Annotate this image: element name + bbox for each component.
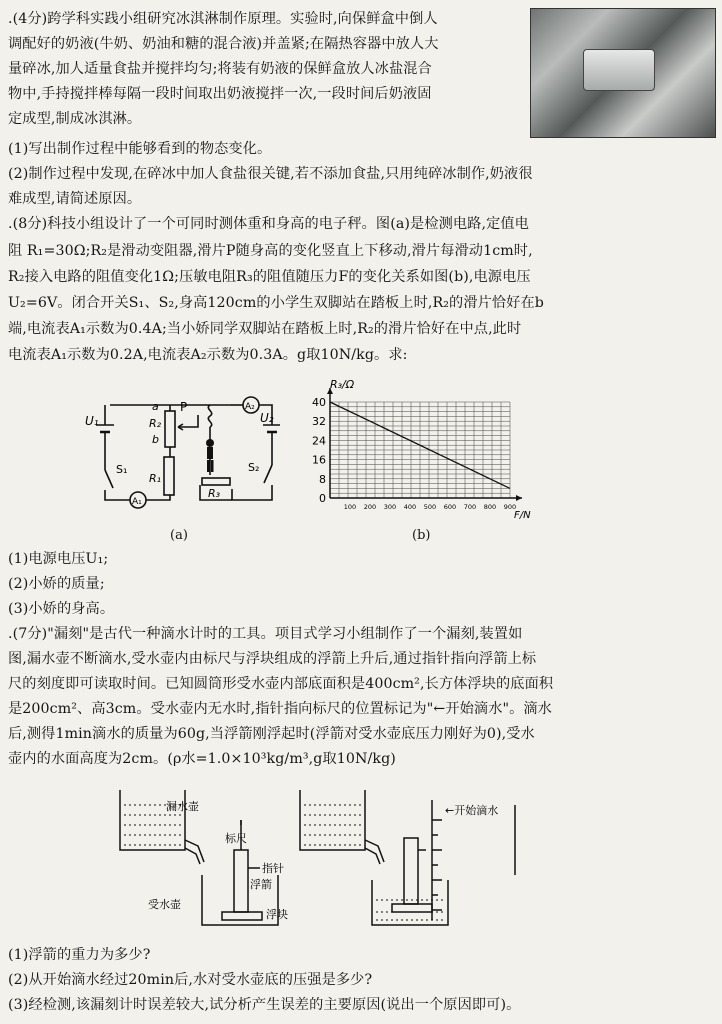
q3-line-1: .(7分)"漏刻"是古代一种滴水计时的工具。项目式学习小组制作了一个漏刻,装置如 (8, 626, 523, 642)
chart-xlabel: F/N (514, 510, 531, 521)
label-s1: S₁ (116, 463, 128, 476)
q3-line-2: 图,漏水壶不断滴水,受水壶内由标尺与浮块组成的浮箭上升后,通过指针指向浮箭上标 (8, 651, 537, 667)
q2-line-6: 电流表A₁示数为0.2A,电流表A₂示数为0.3A。g取10N/kg。求: (8, 347, 408, 363)
q2-question-1: (1)电源电压U₁; (8, 551, 109, 567)
label-r1: R₁ (149, 472, 162, 485)
label-u2: U₂ (260, 411, 274, 425)
label-start-mark: ←开始滴水 (445, 804, 499, 817)
label-a: a (152, 400, 159, 413)
label-float-block: 浮块 (266, 908, 288, 921)
q1-line-5: 定成型,制成冰淇淋。 (8, 111, 142, 127)
fig-b-caption: (b) (412, 528, 431, 543)
q3-question-3: (3)经检测,该漏刻计时误差较大,试分析产生误差的主要原因(说出一个原因即可)。 (8, 997, 521, 1013)
label-a1: A₁ (132, 497, 142, 507)
circuit-diagram (80, 385, 280, 525)
container-image (583, 49, 655, 91)
x-tick-label: 700 (463, 503, 477, 511)
x-tick-label: 800 (483, 503, 497, 511)
clepsydra-diagram (110, 780, 530, 930)
label-b: b (152, 433, 159, 446)
label-s2: S₂ (248, 461, 260, 474)
q3-question-2: (2)从开始滴水经过20min后,水对受水壶底的压强是多少? (8, 972, 373, 988)
q1-question-2: (2)制作过程中发现,在碎冰中加人食盐很关键,若不添加食盐,只用纯碎冰制作,奶液很 (8, 166, 533, 182)
x-tick-label: 100 (343, 503, 357, 511)
q1-line-2: 调配好的奶液(牛奶、奶油和糖的混合液)并盖紧;在隔热容器中放人大 (8, 36, 439, 52)
y-tick-label: 0 (319, 492, 326, 505)
q3-line-5: 后,测得1min滴水的质量为60g,当浮箭刚浮起时(浮箭对受水壶底压力刚好为0),受水 (8, 726, 535, 742)
x-axis-arrow (516, 495, 522, 501)
label-r3: R₃ (208, 487, 221, 500)
q2-question-3: (3)小娇的身高。 (8, 601, 115, 617)
x-tick-label: 600 (443, 503, 457, 511)
y-tick-label: 40 (312, 396, 326, 409)
label-r2: R₂ (149, 417, 162, 430)
r3-force-chart (300, 378, 540, 528)
x-tick-label: 400 (403, 503, 417, 511)
y-tick-label: 32 (312, 415, 326, 429)
q3-line-3: 尺的刻度即可读取时间。已知圆筒形受水壶内部底面积是400cm²,长方体浮块的底面积 (8, 676, 554, 692)
label-float-arrow: 浮箭 (250, 878, 272, 891)
q2-line-4: U₂=6V。闭合开关S₁、S₂,身高120cm的小学生双脚站在踏板上时,R₂的滑片恰好在b (8, 295, 544, 311)
q1-line-3: 量碎冰,加人适量食盐并搅拌均匀;将装有奶液的保鲜盒放人冰盐混合 (8, 61, 432, 77)
chart-ylabel: R₃/Ω (330, 378, 355, 391)
q2-line-1: .(8分)科技小组设计了一个可同时测体重和身高的电子秤。图(a)是检测电路,定值电 (8, 216, 529, 232)
q2-question-2: (2)小娇的质量; (8, 576, 105, 592)
label-ruler: 标尺 (225, 832, 247, 845)
x-tick-label: 900 (503, 503, 517, 511)
q2-line-5: 端,电流表A₁示数为0.4A;当小娇同学双脚站在踏板上时,R₂的滑片恰好在中点,此时 (8, 321, 522, 337)
q3-line-6: 壶内的水面高度为2cm。(ρ水=1.0×10³kg/m³,g取10N/kg) (8, 751, 396, 767)
x-tick-label: 200 (363, 503, 377, 511)
label-receive-pot: 受水壶 (148, 898, 181, 911)
q1-line-1: .(4分)跨学科实践小组研究冰淇淋制作原理。实验时,向保鲜盒中倒人 (8, 11, 438, 27)
chart-grid (330, 402, 510, 498)
y-tick-label: 16 (312, 453, 326, 467)
q2-line-2: 阻 R₁=30Ω;R₂是滑动变阻器,滑片P随身高的变化竖直上下移动,滑片每滑动1cm时, (8, 243, 533, 259)
label-p: P (180, 400, 188, 414)
y-tick-label: 24 (312, 434, 326, 448)
q3-line-4: 是200cm²、高3cm。受水壶内无水时,指针指向标尺的位置标记为"←开始滴水"。滴水 (8, 701, 552, 717)
y-tick-label: 8 (319, 472, 326, 486)
q1-question-1: (1)写出制作过程中能够看到的物态变化。 (8, 141, 272, 157)
fig-a-caption: (a) (170, 528, 188, 543)
x-tick-label: 500 (423, 503, 437, 511)
chart-ticks (312, 396, 516, 511)
chart-axes (327, 388, 522, 501)
label-leak-pot: 漏水壶 (166, 800, 199, 813)
q2-line-3: R₂接入电路的阻值变化1Ω;压敏电阻R₃的阻值随压力F的变化关系如图(b),电源电压 (8, 269, 531, 285)
label-pointer: 指针 (262, 862, 284, 875)
label-a2: A₂ (245, 402, 255, 412)
q3-question-1: (1)浮箭的重力为多少? (8, 947, 151, 963)
ice-cream-photo (530, 8, 716, 138)
q1-question-2-cont: 难成型,请简述原因。 (8, 191, 142, 207)
x-tick-label: 300 (383, 503, 397, 511)
q1-line-4: 物中,手持搅拌棒每隔一段时间取出奶液搅拌一次,一段时间后奶液固 (8, 86, 432, 102)
label-u1: U₁ (85, 414, 99, 428)
